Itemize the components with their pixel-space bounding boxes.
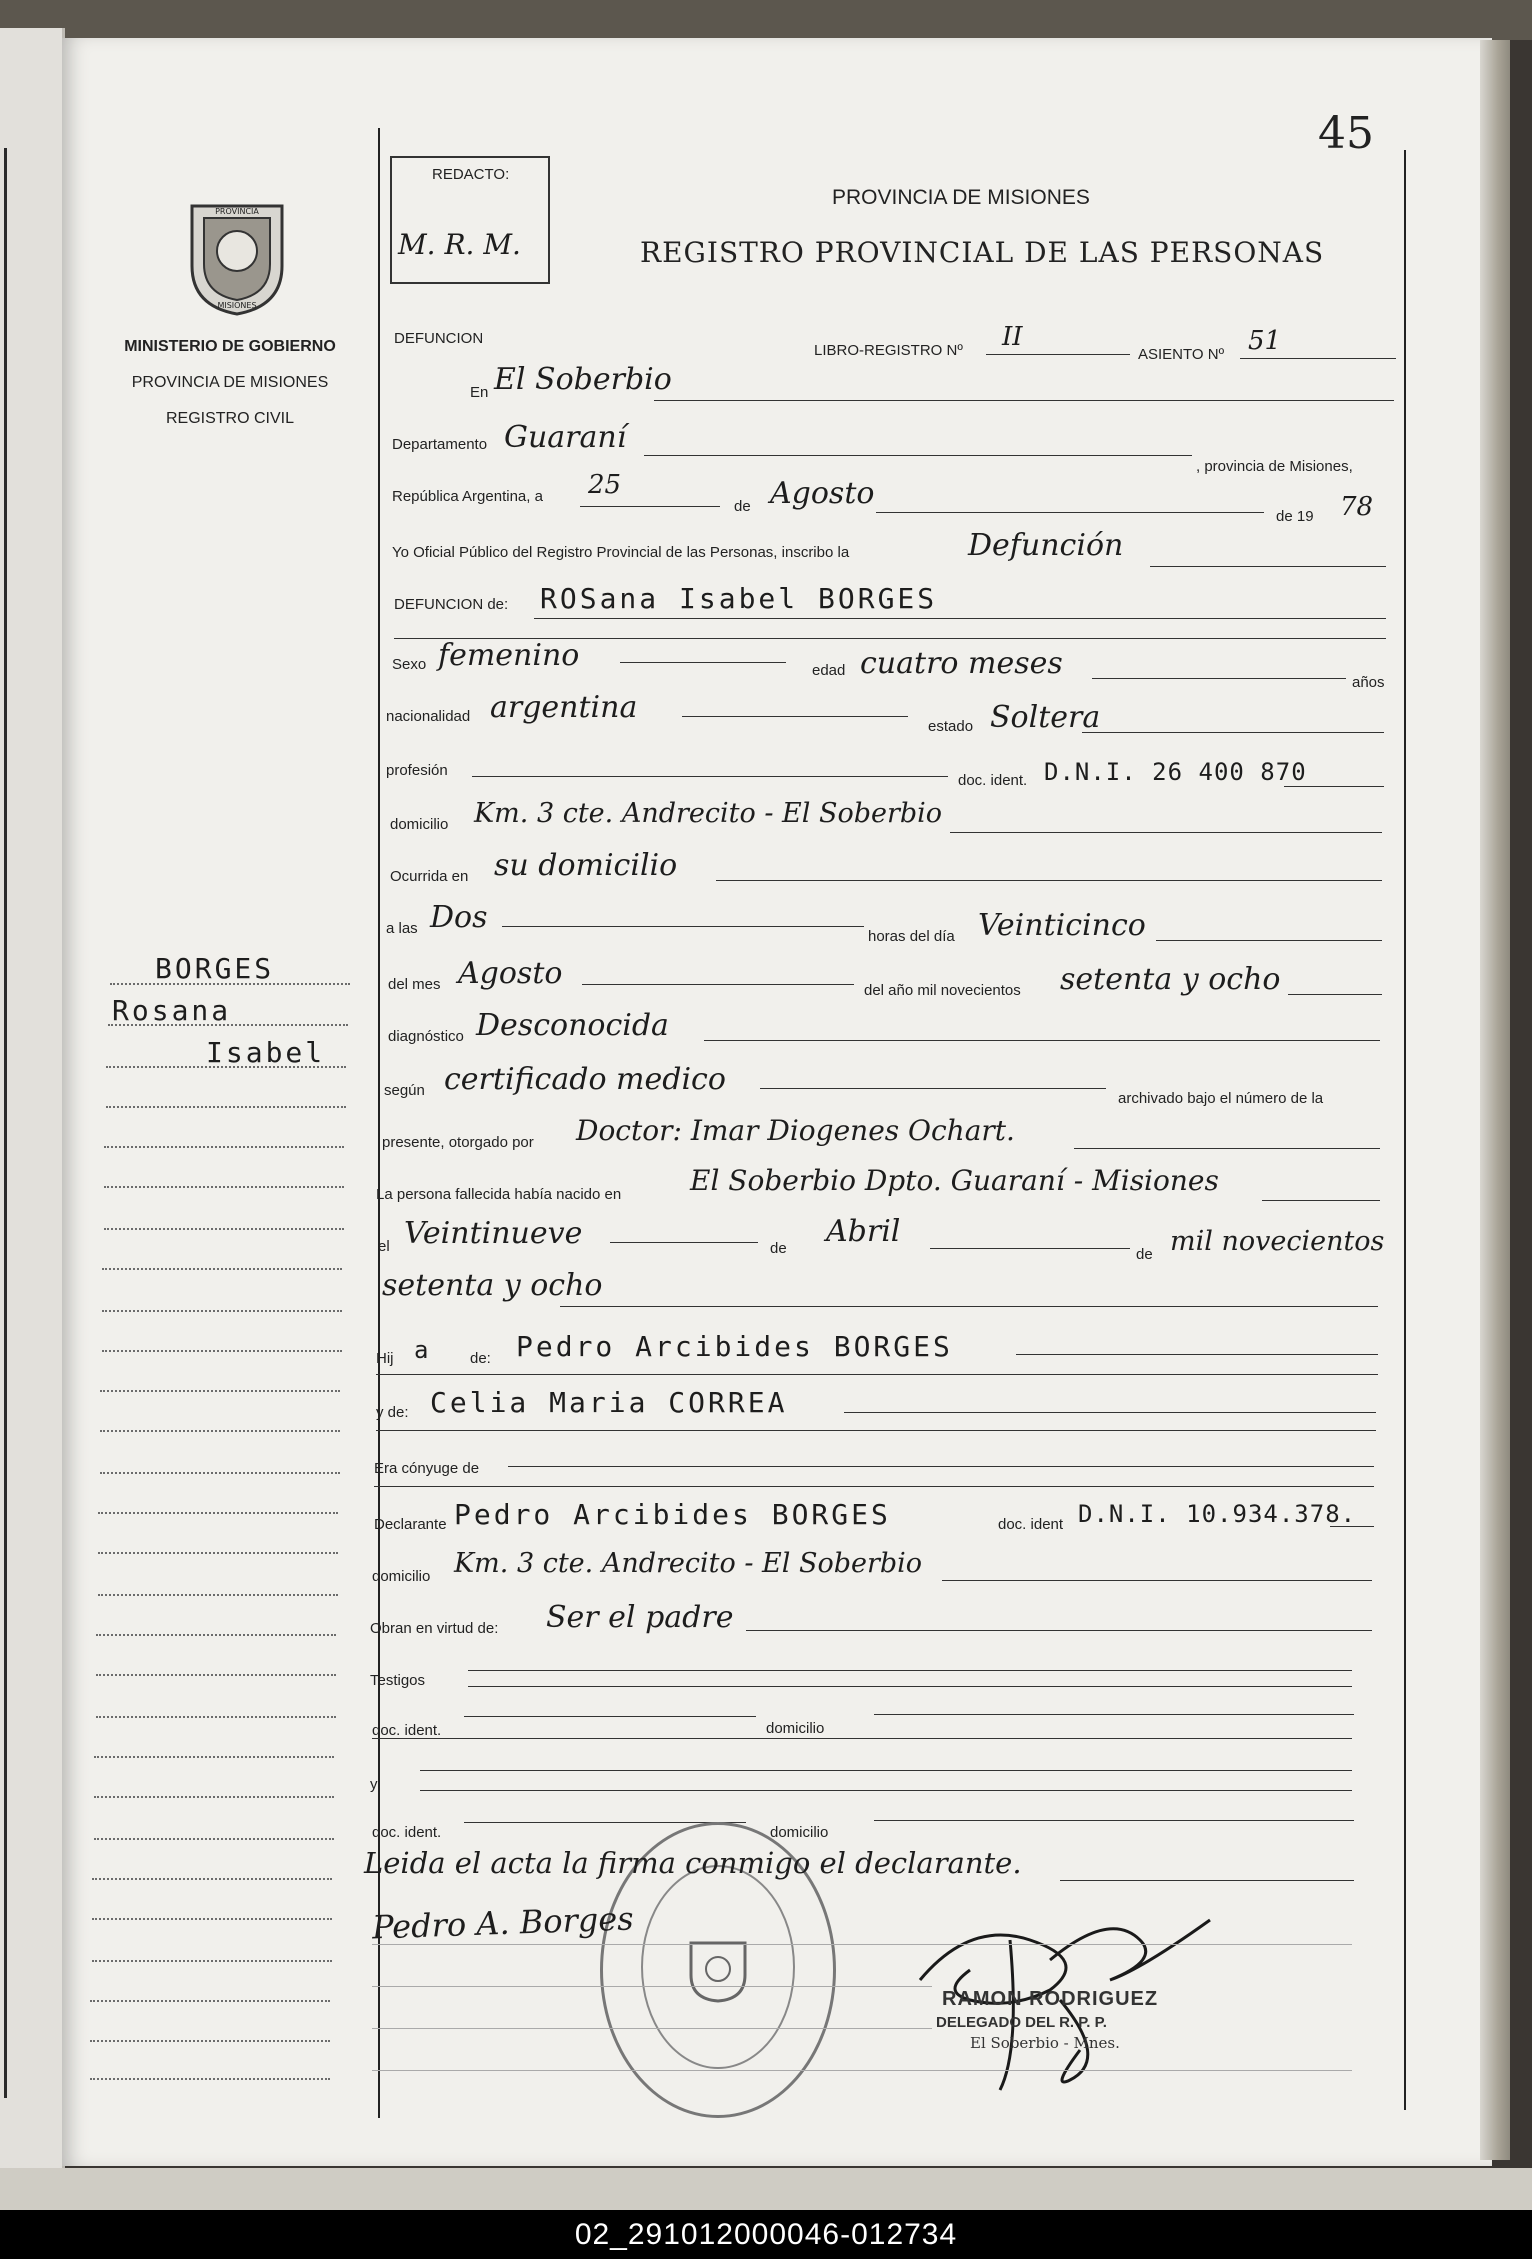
svg-text:MISIONES: MISIONES: [217, 301, 257, 310]
yo-oficial-label: Yo Oficial Público del Registro Provincial de las Personas, inscribo la: [392, 544, 850, 561]
stamp-role: DELEGADO DEL R. P. P.: [936, 2014, 1107, 2031]
hija-label: Hij: [376, 1350, 394, 1367]
el-label: el: [378, 1238, 390, 1255]
segun-value: certificado medico: [444, 1062, 726, 1097]
margin-name-first: Rosana: [112, 994, 232, 1027]
y-label: y: [370, 1776, 378, 1793]
nacionalidad-value: argentina: [490, 690, 638, 725]
sexo-value: femenino: [438, 638, 580, 673]
nacido-label: La persona fallecida había nacido en: [376, 1186, 622, 1203]
page-number: 45: [1318, 108, 1374, 159]
de3-label: de: [1136, 1246, 1153, 1263]
presente-label: presente, otorgado por: [382, 1134, 534, 1151]
declarant-signature: Pedro A. Borges: [371, 1899, 635, 1947]
image-caption: 02_291012000046-012734: [0, 2210, 1532, 2259]
margin-name-second: Isabel: [206, 1036, 326, 1069]
de-label: de: [734, 498, 751, 515]
departamento-label: Departamento: [392, 436, 488, 453]
en-label: En: [470, 384, 489, 401]
padre-value: Pedro Arcibides BORGES: [516, 1330, 953, 1363]
y-de-label: y de:: [376, 1404, 409, 1421]
margin-surname: BORGES: [155, 952, 275, 985]
de2-label: de: [770, 1240, 787, 1257]
defuncion-de-value: ROSana Isabel BORGES: [540, 582, 938, 615]
page-title: REGISTRO PROVINCIAL DE LAS PERSONAS: [640, 236, 1325, 269]
redacto-box: [390, 156, 550, 284]
obran-value: Ser el padre: [546, 1600, 734, 1635]
ocurrida-value: su domicilio: [494, 848, 678, 883]
del-anio-value: setenta y ocho: [1060, 962, 1281, 997]
left-margin-rule: [378, 128, 380, 2118]
stamp-name: RAMON RODRIGUEZ: [942, 1988, 1159, 2010]
anio-value: 78: [1340, 492, 1374, 522]
inscribo-value: Defunción: [968, 528, 1124, 563]
domicilio2-value: Km. 3 cte. Andrecito - El Soberbio: [454, 1548, 923, 1579]
setenta-value: setenta y ocho: [382, 1268, 603, 1303]
anos-label: años: [1352, 674, 1385, 691]
hija-suffix: a: [414, 1336, 432, 1364]
registry-heading: REGISTRO CIVIL: [165, 410, 295, 427]
departamento-value: Guaraní: [504, 420, 627, 455]
declarante-value: Pedro Arcibides BORGES: [454, 1498, 891, 1531]
province-heading: PROVINCIA DE MISIONES: [131, 374, 329, 391]
libro-label: LIBRO-REGISTRO Nº: [814, 342, 963, 359]
estado-label: estado: [928, 718, 974, 735]
mes-value: Agosto: [770, 476, 875, 511]
horas-label: horas del día: [868, 928, 955, 945]
edad-label: edad: [812, 662, 846, 679]
asiento-label: ASIENTO Nº: [1138, 346, 1225, 363]
obran-label: Obran en virtud de:: [370, 1620, 499, 1637]
doc-ident3-label: doc. ident.: [372, 1824, 442, 1841]
asiento-value: 51: [1248, 326, 1282, 356]
el-value: Veintinueve: [404, 1216, 583, 1251]
book-cover-top: [0, 0, 1532, 40]
horas-value: Veinticinco: [978, 908, 1146, 943]
doc-ident-label: doc. ident.: [958, 772, 1028, 789]
provincia-suffix: , provincia de Misiones,: [1196, 458, 1353, 475]
redacto-value: M. R. M.: [398, 228, 521, 261]
domicilio2-label: domicilio: [372, 1568, 431, 1585]
ocurrida-label: Ocurrida en: [390, 868, 469, 885]
del-mes-value: Agosto: [458, 956, 563, 991]
segun-label: según: [384, 1082, 425, 1099]
stamp-place: El Soberbio - Mnes.: [970, 2034, 1120, 2052]
profesion-label: profesión: [386, 762, 448, 779]
doc-ident-value: D.N.I. 26 400 870: [1044, 758, 1307, 786]
a-las-label: a las: [386, 920, 418, 937]
sexo-label: Sexo: [392, 656, 427, 673]
domicilio-label: domicilio: [390, 816, 449, 833]
edad-value: cuatro meses: [860, 646, 1063, 681]
en-value: El Soberbio: [494, 362, 672, 397]
diagnostico-value: Desconocida: [476, 1008, 669, 1043]
abril-value: Abril: [826, 1214, 901, 1249]
defuncion-heading: DEFUNCION: [394, 330, 484, 347]
doc-ident2-label: doc. ident.: [372, 1722, 442, 1739]
archivado-label: archivado bajo el número de la: [1118, 1090, 1324, 1107]
conyuge-label: Era cónyuge de: [374, 1460, 480, 1477]
hija-de-label: de:: [470, 1350, 491, 1367]
estado-value: Soltera: [990, 700, 1101, 735]
declarante-doc-label: doc. ident: [998, 1516, 1064, 1533]
declarante-label: Declarante: [374, 1516, 447, 1533]
del-mes-label: del mes: [388, 976, 441, 993]
defuncion-de-label: DEFUNCION de:: [394, 596, 509, 613]
seal-emblem-icon: [683, 1935, 753, 2005]
mil-value: mil novecientos: [1170, 1226, 1385, 1257]
domicilio3-label: domicilio: [766, 1720, 825, 1737]
testigos-label: Testigos: [370, 1672, 426, 1689]
dia-value: 25: [588, 470, 622, 500]
de19-label: de 19: [1276, 508, 1314, 525]
declarante-doc-value: D.N.I. 10.934.378.: [1078, 1500, 1357, 1528]
del-anio-label: del año mil novecientos: [864, 982, 1021, 999]
leida-value: Leida el acta la firma conmigo el declarante.: [364, 1846, 1022, 1880]
svg-text:PROVINCIA: PROVINCIA: [215, 207, 259, 216]
a-las-value: Dos: [430, 900, 488, 935]
domicilio4-label: domicilio: [770, 1824, 829, 1841]
diagnostico-label: diagnóstico: [388, 1028, 464, 1045]
province-coat-of-arms-icon: [182, 196, 292, 316]
previous-page-edge: [0, 28, 65, 2168]
libro-value: II: [1002, 322, 1023, 352]
nacionalidad-label: nacionalidad: [386, 708, 471, 725]
book-bottom-edge: [0, 2168, 1532, 2210]
right-margin-rule: [1404, 150, 1406, 2110]
republica-label: República Argentina, a: [392, 488, 543, 505]
header-province: PROVINCIA DE MISIONES: [832, 186, 1090, 209]
ministry-heading: MINISTERIO DE GOBIERNO: [124, 338, 336, 355]
madre-value: Celia Maria CORREA: [430, 1386, 788, 1419]
domicilio-value: Km. 3 cte. Andrecito - El Soberbio: [474, 798, 943, 829]
presente-value: Doctor: Imar Diogenes Ochart.: [576, 1114, 1015, 1147]
page-stack-edge: [1480, 40, 1510, 2160]
nacido-value: El Soberbio Dpto. Guaraní - Misiones: [690, 1164, 1219, 1197]
redacto-label: REDACTO:: [432, 166, 510, 183]
